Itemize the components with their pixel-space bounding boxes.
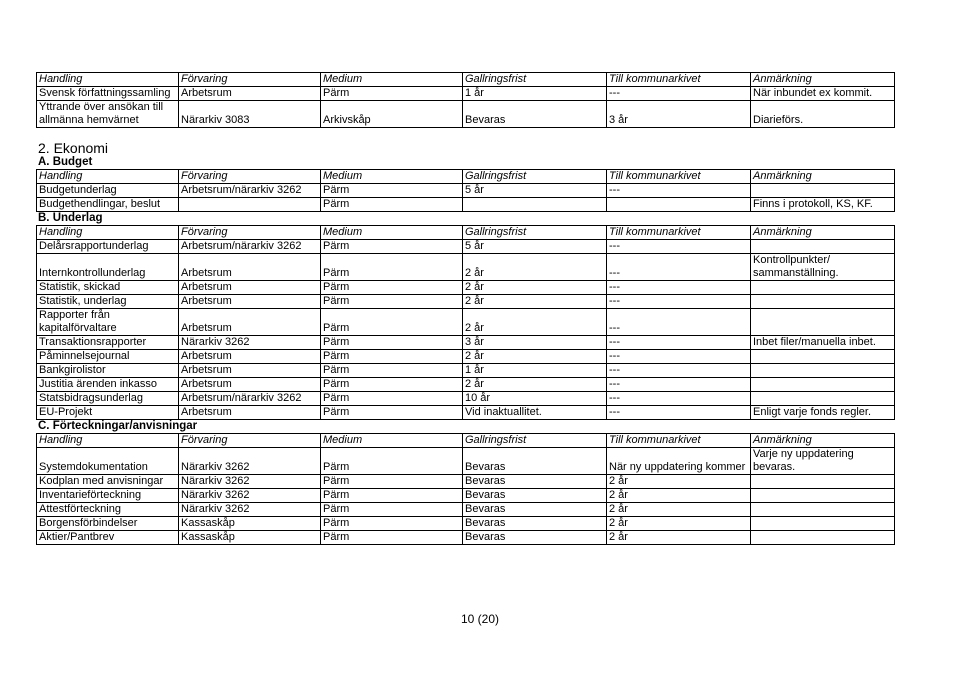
table-row [37, 475, 895, 489]
column-header: Medium [321, 73, 463, 87]
table-cell: --- [607, 392, 751, 406]
table-cell: 2 år [463, 309, 607, 336]
table-cell [751, 309, 895, 336]
table-cell: Attestförteckning [37, 503, 179, 517]
table-row [37, 254, 895, 281]
table-cell: Närarkiv 3083 [179, 101, 321, 128]
table-cell: Pärm [321, 336, 463, 350]
table-cell: 2 år [463, 378, 607, 392]
table-cell: --- [607, 254, 751, 281]
table-cell: Arbetsrum [179, 350, 321, 364]
table-cell: Pärm [321, 517, 463, 531]
table-underlag [36, 225, 895, 420]
table-row [37, 448, 895, 475]
table-cell: Pärm [321, 295, 463, 309]
table-cell: Arbetsrum [179, 406, 321, 420]
table-cell [751, 378, 895, 392]
table-cell: 2 år [607, 489, 751, 503]
table-cell: Finns i protokoll, KS, KF. [751, 198, 895, 212]
table-cell [463, 198, 607, 212]
subsection-heading-budget: A. Budget [38, 156, 93, 168]
page-number: 10 (20) [460, 612, 500, 626]
table-cell: Statsbidragsunderlag [37, 392, 179, 406]
table-cell: Bevaras [463, 101, 607, 128]
column-header: Medium [321, 170, 463, 184]
table-cell: --- [607, 184, 751, 198]
table-cell: 1 år [463, 364, 607, 378]
table-cell: Inventarieförteckning [37, 489, 179, 503]
table-row [37, 350, 895, 364]
table-row [37, 531, 895, 545]
table-cell: Bankgirolistor [37, 364, 179, 378]
table-cell [751, 392, 895, 406]
table-cell: Statistik, skickad [37, 281, 179, 295]
table-cell: Systemdokumentation [37, 448, 179, 475]
table-cell: 10 år [463, 392, 607, 406]
table-cell: Budgethendlingar, beslut [37, 198, 179, 212]
table-cell: Närarkiv 3262 [179, 503, 321, 517]
table-row [37, 184, 895, 198]
table-cell [607, 198, 751, 212]
column-header: Gallringsfrist [463, 226, 607, 240]
document-page [36, 72, 876, 545]
table-row [37, 87, 895, 101]
table-row [37, 240, 895, 254]
table-cell: Borgensförbindelser [37, 517, 179, 531]
column-header: Anmärkning [751, 73, 895, 87]
table-cell: Pärm [321, 350, 463, 364]
table-cell: Svensk författningssamling [37, 87, 179, 101]
table-cell [751, 281, 895, 295]
table-cell: Arkivskåp [321, 101, 463, 128]
table-cell: 2 år [463, 295, 607, 309]
table-cell: Statistik, underlag [37, 295, 179, 309]
table-cell: --- [607, 295, 751, 309]
table-cell: Bevaras [463, 503, 607, 517]
table-cell: Kontrollpunkter/ sammanställning. [751, 254, 895, 281]
column-header: Handling [37, 73, 179, 87]
table-cell: Arbetsrum [179, 378, 321, 392]
table-cell: Pärm [321, 448, 463, 475]
table-cell: Inbet filer/manuella inbet. [751, 336, 895, 350]
table-cell: Pärm [321, 489, 463, 503]
table-cell [751, 475, 895, 489]
table-cell: Varje ny uppdatering bevaras. [751, 448, 895, 475]
column-header: Gallringsfrist [463, 434, 607, 448]
table-cell: Närarkiv 3262 [179, 489, 321, 503]
table-cell [751, 350, 895, 364]
table-cell: 5 år [463, 184, 607, 198]
table-row [37, 198, 895, 212]
table-cell: Arbetsrum [179, 281, 321, 295]
table-cell: --- [607, 240, 751, 254]
subsection-heading-underlag: B. Underlag [38, 212, 103, 224]
table-cell: 2 år [463, 281, 607, 295]
table-cell: --- [607, 87, 751, 101]
table-cell: Arbetsrum [179, 364, 321, 378]
table-cell [751, 503, 895, 517]
column-header: Gallringsfrist [463, 170, 607, 184]
table-cell: Pärm [321, 531, 463, 545]
table-cell: Pärm [321, 392, 463, 406]
table-cell: Påminnelsejournal [37, 350, 179, 364]
table-cell: När ny uppdatering kommer [607, 448, 751, 475]
table-cell: Kassaskåp [179, 517, 321, 531]
table-row [37, 364, 895, 378]
table-cell: Pärm [321, 475, 463, 489]
table-row [37, 517, 895, 531]
table-cell [751, 240, 895, 254]
section-heading-ekonomi: 2. Ekonomi [38, 140, 109, 156]
table-forteckningar [36, 433, 895, 545]
table-cell: Arbetsrum [179, 87, 321, 101]
column-header: Anmärkning [751, 434, 895, 448]
table-cell: Närarkiv 3262 [179, 336, 321, 350]
table-cell: Bevaras [463, 489, 607, 503]
column-header: Anmärkning [751, 170, 895, 184]
column-header: Medium [321, 226, 463, 240]
table-cell: 2 år [607, 475, 751, 489]
table-cell [751, 489, 895, 503]
column-header: Gallringsfrist [463, 73, 607, 87]
table-cell: Enligt varje fonds regler. [751, 406, 895, 420]
table-cell [751, 295, 895, 309]
subsection-heading-forteckningar: C. Förteckningar/anvisningar [38, 420, 198, 432]
table-cell: --- [607, 406, 751, 420]
table-cell: Diarieförs. [751, 101, 895, 128]
table-cell: Kodplan med anvisningar [37, 475, 179, 489]
table-cell: Pärm [321, 503, 463, 517]
table-cell: När inbundet ex kommit. [751, 87, 895, 101]
column-header: Handling [37, 170, 179, 184]
table-cell: Pärm [321, 309, 463, 336]
table-cell: 2 år [607, 531, 751, 545]
table-cell: Vid inaktuallitet. [463, 406, 607, 420]
column-header: Till kommunarkivet [607, 170, 751, 184]
column-header: Medium [321, 434, 463, 448]
column-header: Till kommunarkivet [607, 73, 751, 87]
table-cell: 3 år [607, 101, 751, 128]
column-header: Förvaring [179, 434, 321, 448]
table-cell [751, 184, 895, 198]
table-cell: Internkontrollunderlag [37, 254, 179, 281]
table-cell: Arbetsrum/närarkiv 3262 [179, 392, 321, 406]
table-cell: 2 år [463, 254, 607, 281]
header-row [37, 226, 895, 240]
column-header: Förvaring [179, 73, 321, 87]
table-budget [36, 169, 895, 212]
table-cell: Bevaras [463, 531, 607, 545]
table-cell: --- [607, 281, 751, 295]
table-cell: Budgetunderlag [37, 184, 179, 198]
table-row [37, 101, 895, 128]
table-section1 [36, 72, 895, 128]
column-header: Handling [37, 226, 179, 240]
table-cell: Pärm [321, 364, 463, 378]
header-row [37, 73, 895, 87]
table-cell: Arbetsrum/närarkiv 3262 [179, 184, 321, 198]
table-cell: --- [607, 378, 751, 392]
table-row [37, 295, 895, 309]
table-cell: 5 år [463, 240, 607, 254]
column-header: Till kommunarkivet [607, 226, 751, 240]
table-cell: --- [607, 309, 751, 336]
table-cell: Rapporter från kapitalförvaltare [37, 309, 179, 336]
header-row [37, 170, 895, 184]
column-header: Förvaring [179, 170, 321, 184]
table-cell: Pärm [321, 184, 463, 198]
table-cell: 2 år [607, 503, 751, 517]
table-row [37, 309, 895, 336]
table-cell: Arbetsrum [179, 254, 321, 281]
table-cell: --- [607, 364, 751, 378]
table-cell [751, 531, 895, 545]
column-header: Till kommunarkivet [607, 434, 751, 448]
table-cell: 3 år [463, 336, 607, 350]
table-cell: Kassaskåp [179, 531, 321, 545]
table-cell: 1 år [463, 87, 607, 101]
table-cell [751, 517, 895, 531]
table-row [37, 281, 895, 295]
table-row [37, 503, 895, 517]
table-cell: Bevaras [463, 448, 607, 475]
table-cell: Pärm [321, 87, 463, 101]
table-cell: Transaktionsrapporter [37, 336, 179, 350]
table-cell: Arbetsrum [179, 295, 321, 309]
table-cell: Justitia ärenden inkasso [37, 378, 179, 392]
table-cell [179, 198, 321, 212]
table-cell: Närarkiv 3262 [179, 475, 321, 489]
header-row [37, 434, 895, 448]
table-cell: Bevaras [463, 475, 607, 489]
table-row [37, 406, 895, 420]
table-cell: Pärm [321, 254, 463, 281]
column-header: Förvaring [179, 226, 321, 240]
table-cell: Pärm [321, 406, 463, 420]
table-cell: Arbetsrum/närarkiv 3262 [179, 240, 321, 254]
table-row [37, 489, 895, 503]
column-header: Handling [37, 434, 179, 448]
table-cell: --- [607, 350, 751, 364]
table-cell: 2 år [463, 350, 607, 364]
table-cell: --- [607, 336, 751, 350]
table-cell: Delårsrapportunderlag [37, 240, 179, 254]
table-row [37, 378, 895, 392]
table-cell: Närarkiv 3262 [179, 448, 321, 475]
table-cell: 2 år [607, 517, 751, 531]
table-cell: Aktier/Pantbrev [37, 531, 179, 545]
table-cell: Bevaras [463, 517, 607, 531]
table-cell: Arbetsrum [179, 309, 321, 336]
table-cell: Pärm [321, 240, 463, 254]
table-row [37, 336, 895, 350]
table-cell: Pärm [321, 281, 463, 295]
table-cell: Pärm [321, 378, 463, 392]
table-cell: EU-Projekt [37, 406, 179, 420]
table-cell [751, 364, 895, 378]
column-header: Anmärkning [751, 226, 895, 240]
table-row [37, 392, 895, 406]
table-cell: Yttrande över ansökan till allmänna hemvärnet [37, 101, 179, 128]
table-cell: Pärm [321, 198, 463, 212]
